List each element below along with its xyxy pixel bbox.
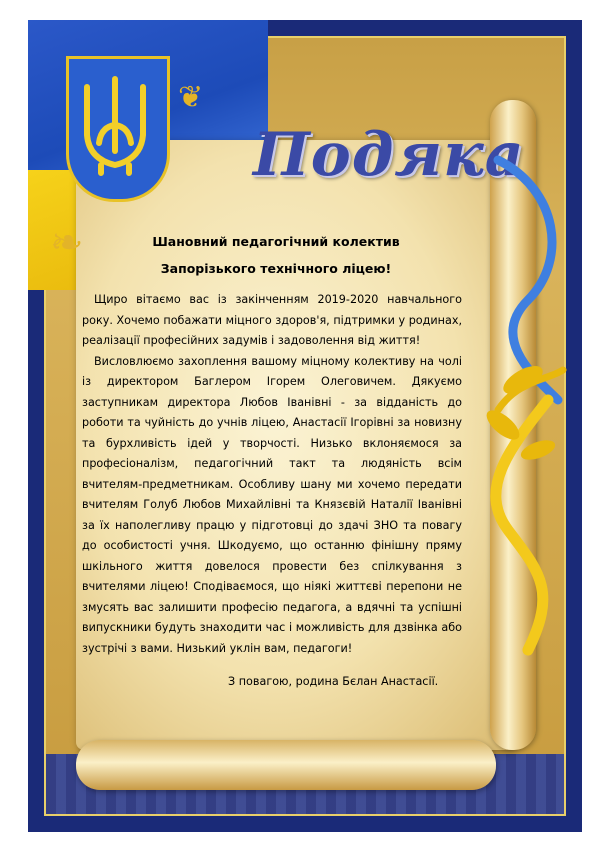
body-paragraph: Щиро вітаємо вас із закінченням 2019-2020 навчального року. Хочемо побажати міцного здоров'я, підтримки у родинах, реалізації професійних задумів і задоволення від життя! xyxy=(82,293,462,347)
certificate-title: Подяка xyxy=(253,120,525,190)
addressee-line-1: Шановний педагогічний колектив xyxy=(152,234,400,249)
signature: З повагою, родина Бєлан Анастасії. xyxy=(228,675,439,688)
scroll-roll-bottom xyxy=(76,740,496,790)
certificate-body xyxy=(82,290,462,659)
addressee-line-2: Запорізького технічного ліцею! xyxy=(160,261,392,276)
trident-emblem-icon xyxy=(66,56,170,202)
body-paragraph: Висловлюємо захоплення вашому міцному колективу на чолі із директором Баглером Ігорем Олеговичем. Дякуємо заступникам директора Любов Іванівні - за відданість до роботи та чуйність до учнів ліцею, Анастасії Ігорівні за новизну та бурхливість ідей у творчості. Низько вклоняємося за професіоналізм, педагогічний такт та людяність всім вчителям-предметникам. Особливу шану ми хочемо передати вчителям Голуб Любов Михайлівні та Князєвій Наталії Іванівні за їх наполегливу працю у підготовці до здачі ЗНО та повагу до особистості учня. Шкодуємо, що останню фінішну пряму шкільного життя довелося провести без спілкування з вчителями ліцею! Сподіваємося, що ніякі життєві перепони не змусять вас залишити професію педагога, а вдячні та успішні випускники будуть знаходити час і можливість для дзвінка або зустрічі з вами. Низький уклін вам, педагоги! xyxy=(82,354,462,655)
gold-flourish-icon: ❦ xyxy=(178,80,204,115)
gold-leaf-icon: ❧ xyxy=(50,220,84,266)
ribbon-decoration-icon xyxy=(468,150,578,670)
